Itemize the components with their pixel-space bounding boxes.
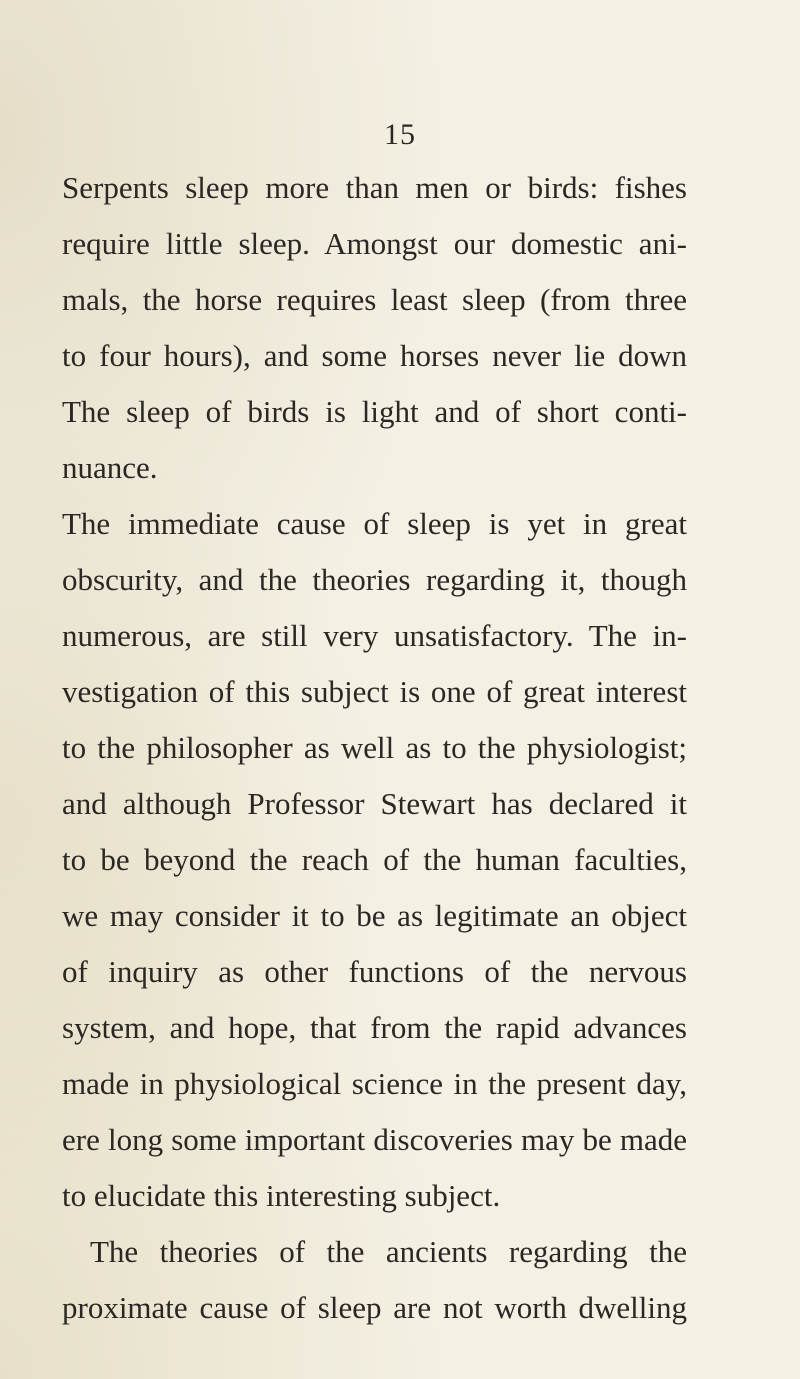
text-line: proximate cause of sleep are not worth dwelling	[62, 1290, 687, 1325]
text-line: made in physiological science in the present day,	[62, 1066, 687, 1101]
text-line: of inquiry as other functions of the nervous	[62, 954, 687, 989]
text-line: The immediate cause of sleep is yet in great	[62, 506, 687, 541]
text-line: to elucidate this interesting subject.	[62, 1178, 501, 1213]
body-text	[62, 160, 687, 1336]
text-line: Serpents sleep more than men or birds: fishes	[62, 170, 687, 205]
text-line: we may consider it to be as legitimate an object	[62, 898, 687, 933]
page-number: 15	[384, 118, 416, 151]
text-line: and although Professor Stewart has declared it	[62, 786, 687, 821]
text-line: vestigation of this subject is one of great interest	[62, 674, 687, 709]
text-line: require little sleep. Amongst our domestic ani-	[62, 226, 687, 261]
text-line: mals, the horse requires least sleep (from three	[62, 282, 687, 317]
text-line: numerous, are still very unsatisfactory. The in-	[62, 618, 687, 653]
text-line: system, and hope, that from the rapid advances	[62, 1010, 687, 1045]
text-line: to the philosopher as well as to the physiologist;	[62, 730, 687, 765]
text-line: ere long some important discoveries may be made	[62, 1122, 687, 1157]
text-line: nuance.	[62, 450, 158, 485]
text-line: The sleep of birds is light and of short conti-	[62, 394, 687, 429]
text-line: to four hours), and some horses never lie down	[62, 338, 687, 373]
text-line: The theories of the ancients regarding the	[90, 1234, 687, 1269]
text-line: obscurity, and the theories regarding it, though	[62, 562, 687, 597]
text-line: to be beyond the reach of the human faculties,	[62, 842, 687, 877]
